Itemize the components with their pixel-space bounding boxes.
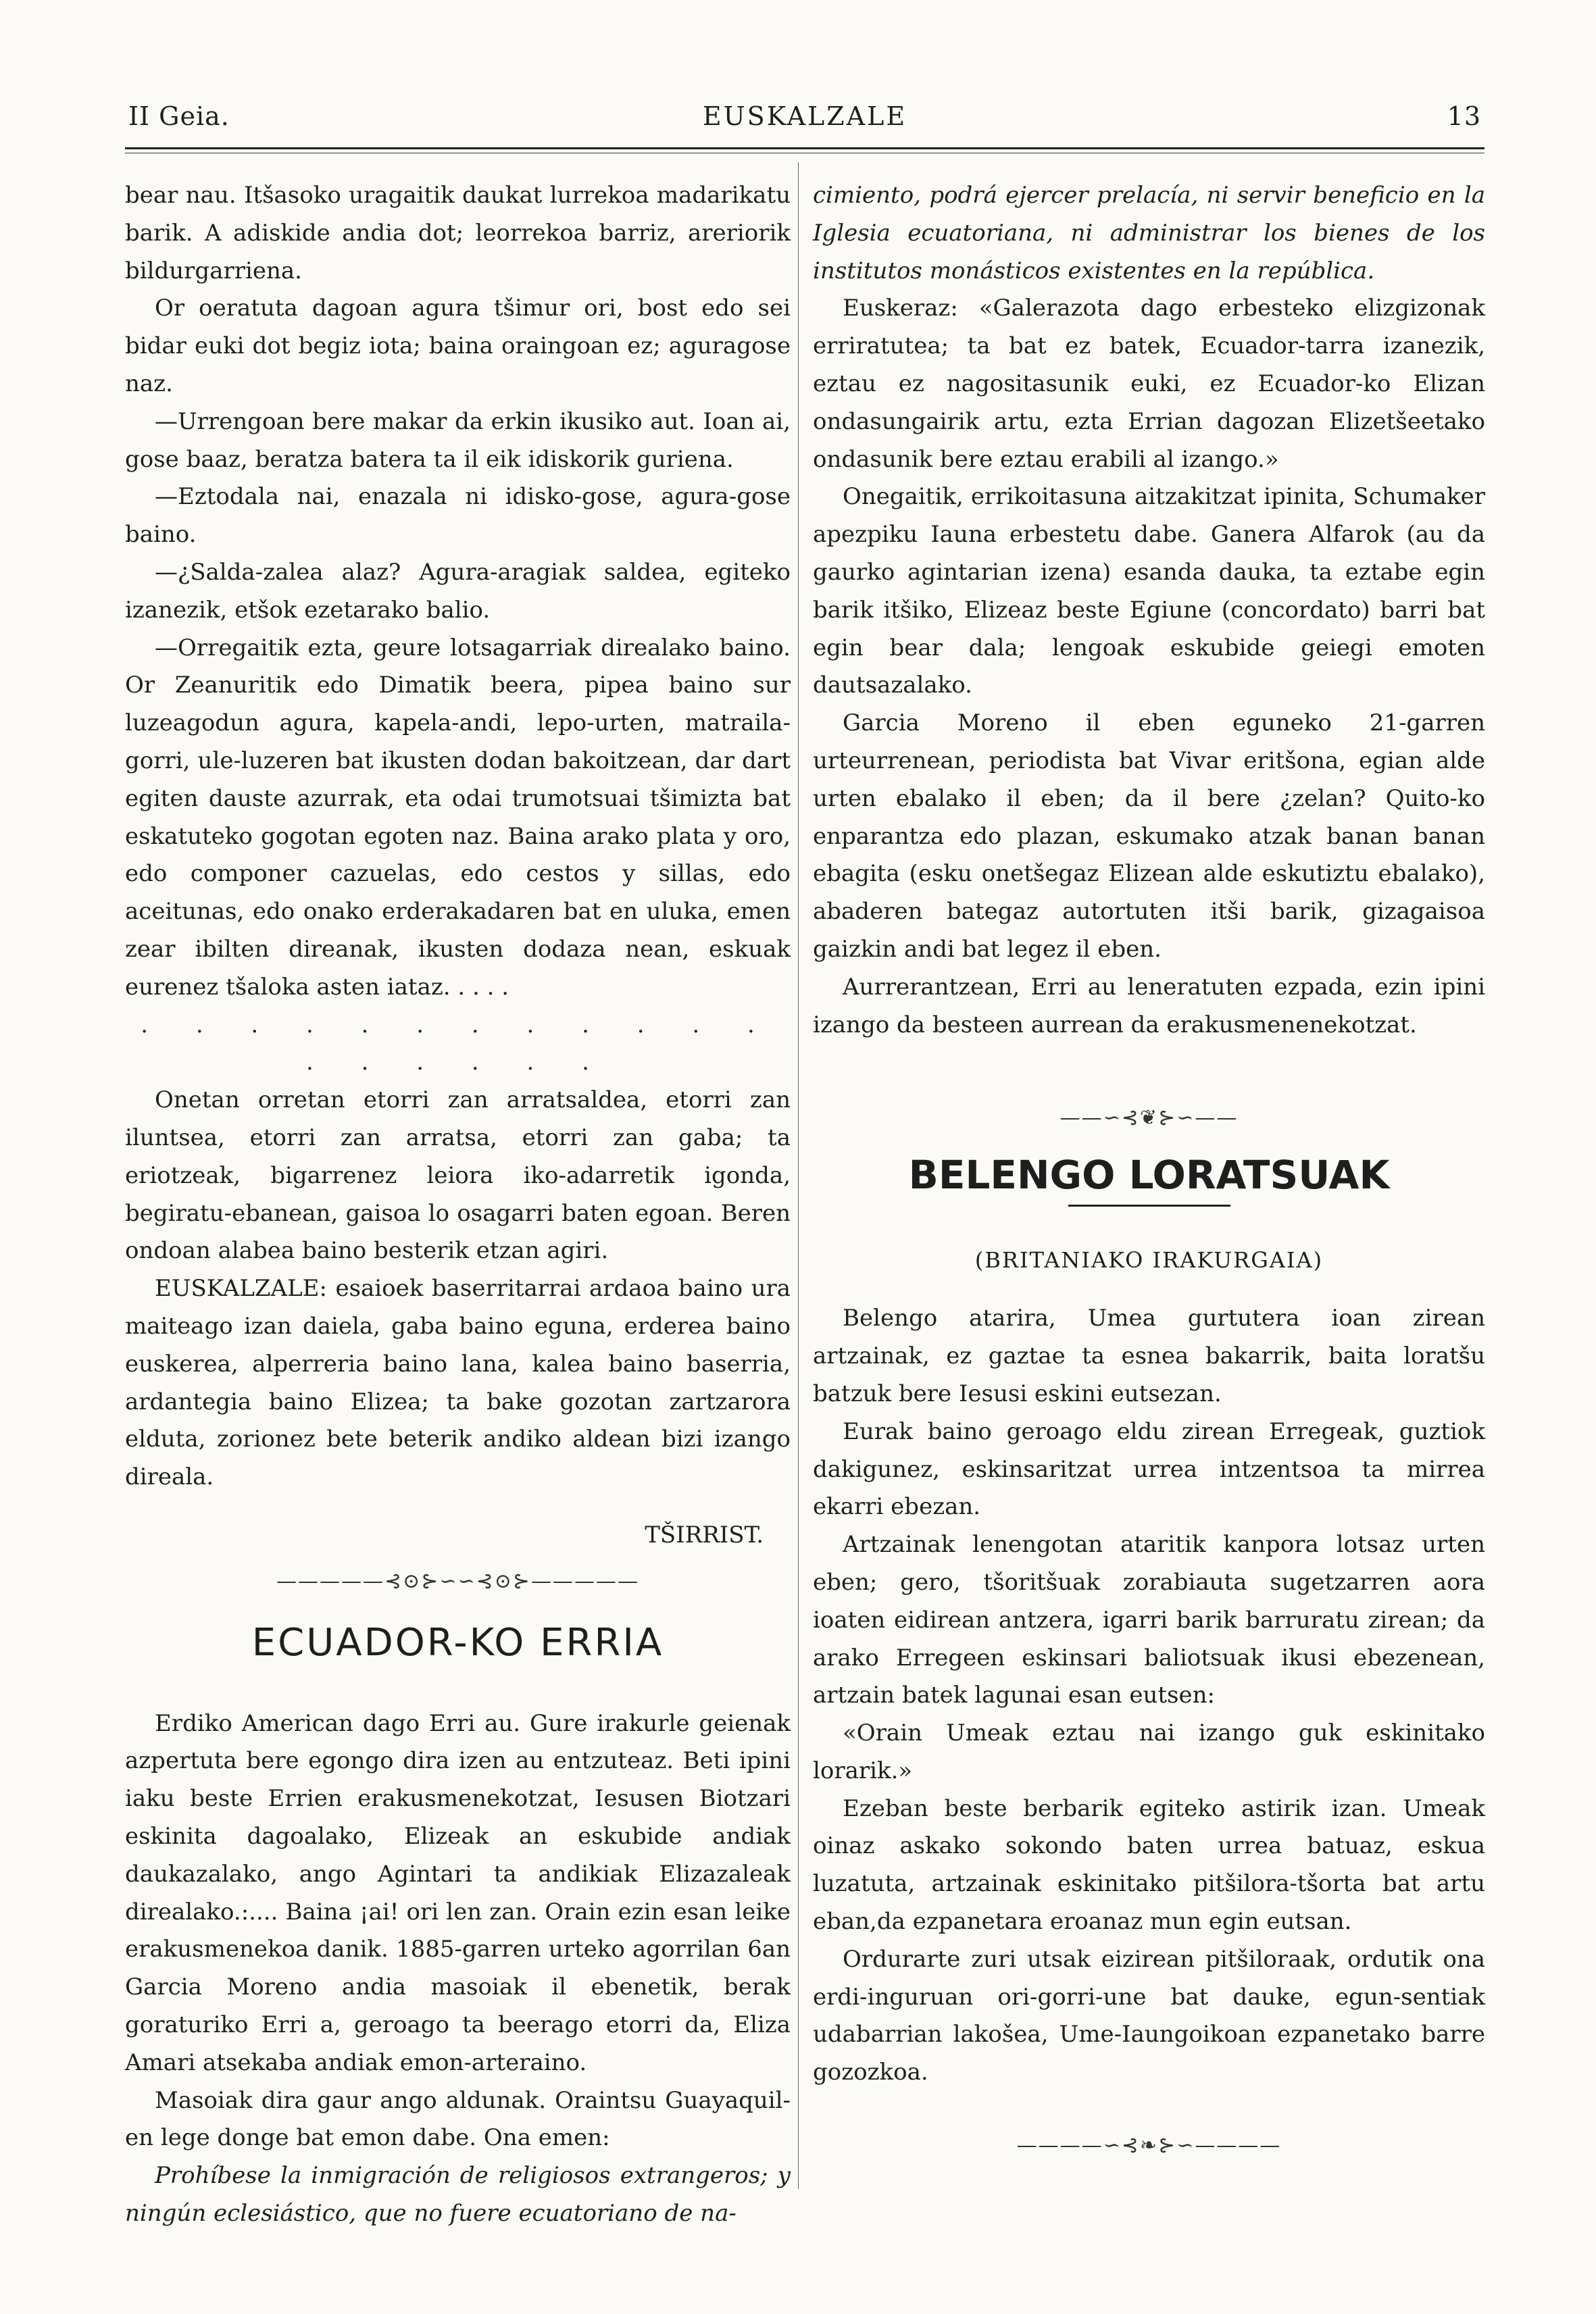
article-title: ECUADOR-KO ERRIA — [251, 1620, 664, 1665]
page-header — [128, 101, 1481, 149]
signature: TŠIRRIST. — [645, 1521, 764, 1549]
paragraph: «Orain Umeak eztau nai izango guk eskinitako lorarik.» — [813, 1719, 1485, 1784]
paragraph: Onetan orretan etorri zan arratsaldea, etorri zan iluntsea, etorri zan arratsa, etorri zan gaba; ta eriotzeak, bigarrenez leiora iko-adarretik igonda, begiratu-ebanean, gaisoa lo osagarri baten egoan. Beren ondoan alabea baino besterik etzan agiri. — [125, 1086, 791, 1265]
left-column — [125, 177, 791, 2233]
quote-paragraph: Prohíbese la inmigración de religiosos extrangeros; y ningún eclesiástico, que no fuere ecuatoriano de na- — [125, 2162, 791, 2228]
journal-title: EUSKALZALE — [702, 101, 907, 131]
paragraph: Ordurarte zuri utsak eizirean pitšiloraak, ordutik ona erdi-inguruan ori-gorri-une bat dauke, egun-sentiak udabarrian lakošea, Ume-Iaungoikoan ezpanetako barre gozozkoa. — [813, 1945, 1485, 2086]
paragraph: Masoiak dira gaur ango aldunak. Oraintsu Guayaquil-en lege donge bat emon dabe. Ona emen: — [125, 2086, 791, 2152]
paragraph: bear nau. Itšasoko uragaitik daukat lurrekoa madarikatu barik. A adiskide andia dot; leorrekoa barriz, areriorik bildurgarriena. — [125, 182, 791, 284]
volume-label: II Geia. — [128, 101, 230, 131]
paragraph: Garcia Moreno il eben eguneko 21-garren urteurrenean, periodista bat Vivar eritšona, egian alde urten ebalako il eben; da il bere ¿zelan? Quito-ko enparantza edo plazan, eskumako atzak banan banan ebagita (esku onetšegaz Elizean alde eskutiztu ebalako), abaderen bategaz autortuten itši barik, gizagaisoa gaizkin andi bat legez il eben. — [813, 709, 1485, 963]
paragraph: Erdiko American dago Erri au. Gure irakurle geienak azpertuta bere egongo dira izen au entzuteaz. Beti ipini iaku beste Errien erakusmenekotzat, Iesusen Biotzari eskinita dagoalako, Elizeak an eskubide andiak daukazalako, ango Agintari ta andikiak Elizazaleak direalako.:.... Baina ¡ai! ori len zan. Orain ezin esan leike erakusmenekoa danik. 1885-garren urteko agorrilan 6an Garcia Moreno andia masoiak il ebenetik, berak goraturiko Erri a, geroago ta beerago etorri da, Eliza Amari atsekaba andiak emon-arteraino. — [125, 1709, 791, 2076]
paragraph: Belengo atarira, Umea gurtutera ioan zirean artzainak, ez gaztae ta esnea bakarrik, baita loratšu batzuk bere Iesusi eskini eutsezan. — [813, 1305, 1485, 1407]
article-title: BELENGO LORATSUAK — [908, 1152, 1390, 1199]
paragraph: Onegaitik, errikoitasuna aitzakitzat ipinita, Schumaker apezpiku Iauna erbestetu dabe. Ganera Alfarok (au da gaurko agintarian izena) esanda dauka, ta eztabe egin barik itšiko, Elizeaz beste Egiune (concordato) barri bat egin bear dala; lengoak eskubide geiegi emoten dautsazalako. — [813, 483, 1485, 699]
paragraph: —¿Salda-zalea alaz? Agura-aragiak saldea, egiteko izanezik, etšok ezetarako balio. — [125, 558, 791, 624]
header-rule — [125, 147, 1485, 149]
paragraph: —Orregaitik ezta, geure lotsagarriak direalako baino. Or Zeanuritik edo Dimatik beera, pipea baino sur luzeagodun agura, kapela-andi, lepo-urten, matraila-gorri, ule-luzeren bat ikusten dodan bakoitzean, dar dart egiten dauste azurrak, eta odai trumotsuai tšimizta bat eskatuteko gogotan egoten naz. Baina arako plata y oro, edo componer cazuelas, edo cestos y sillas, edo aceitunas, edo onako erderakadaren bat en uluka, emen zear ibilten direanak, ikusten dodaza nean, eskuak eurenez tšaloka asten iataz. . . . . — [125, 634, 791, 1001]
paragraph: Or oeratuta dagoan agura tšimur ori, bost edo sei bidar euki dot begiz iota; baina oraingoan ez; aguragose naz. — [125, 295, 791, 397]
ellipsis-line: . . . . . . . . . . . . . . . . . . — [141, 1011, 775, 1076]
paragraph: —Eztodala nai, enazala ni idisko-gose, agura-gose baino. — [125, 483, 791, 549]
right-column — [813, 177, 1485, 2173]
paragraph: EUSKALZALE: esaioek baserritarrai ardaoa baino ura maiteago izan daiela, gaba baino eguna, erderea baino euskerea, alperreria baino lana, kalea baino baserria, ardantegia baino Elizea; ta bake gozotan zartzarora elduta, zorionez bete beterik andiko aldean bizi izango direala. — [125, 1275, 791, 1491]
paragraph: Artzainak lenengotan ataritik kanpora lotsaz urten eben; gero, tšoritšuak zorabiauta sugetzarren aora ioaten eidirean antzera, igarri barik barruratu zirean; da arako Erregeen eskinsari baliotsuak ikusi ebezenean, artzain batek lagunai esan eutsen: — [813, 1531, 1485, 1709]
quote-paragraph: cimiento, podrá ejercer prelacía, ni servir beneficio en la Iglesia ecuatoriana, ni administrar los bienes de los institutos monásticos existentes en la república. — [813, 182, 1485, 284]
ornament-divider: ————∽⊰❧⊱∽———— — [1016, 2134, 1282, 2158]
ornament-divider: —————⊰⊙⊱∽∽⊰⊙⊱————— — [276, 1569, 640, 1593]
title-rule — [1068, 1205, 1230, 1207]
paragraph: Euskeraz: «Galerazota dago erbesteko elizgizonak erriratutea; ta bat ez batek, Ecuador-tarra izanezik, eztau ez nagositasunik euki, ez Ecuador-ko Elizan ondasungairik artu, ezta Errian dagozan Elizetšeetako ondasunik bere eztau erabili al izango.» — [813, 295, 1485, 473]
page-number: 13 — [1447, 101, 1481, 131]
paragraph: Ezeban beste berbarik egiteko astirik izan. Umeak oinaz askako sokondo baten urrea batuaz, eskua luzatuta, artzainak eskinitako pitšilora-tšorta bat artu eban,da ezpanetara eroanaz mun egin eutsan. — [813, 1794, 1485, 1936]
paragraph: Aurrerantzean, Erri au leneratuten ezpada, ezin ipini izango da besteen aurrean da erakusmenenekotzat. — [813, 973, 1485, 1038]
article-subtitle: (BRITANIAKO IRAKURGAIA) — [974, 1247, 1324, 1274]
paragraph: Eurak baino geroago eldu zirean Erregeak, guztiok dakigunez, eskinsaritzat urrea intzentsoa ta mirrea ekarri ebezan. — [813, 1417, 1485, 1521]
ornament-divider: ——∽⊰❦⊱∽—— — [1059, 1106, 1239, 1130]
paragraph: —Urrengoan bere makar da erkin ikusiko aut. Ioan ai, gose baaz, beratza batera ta il eik idiskorik guriena. — [125, 407, 791, 473]
column-divider — [798, 162, 799, 2189]
